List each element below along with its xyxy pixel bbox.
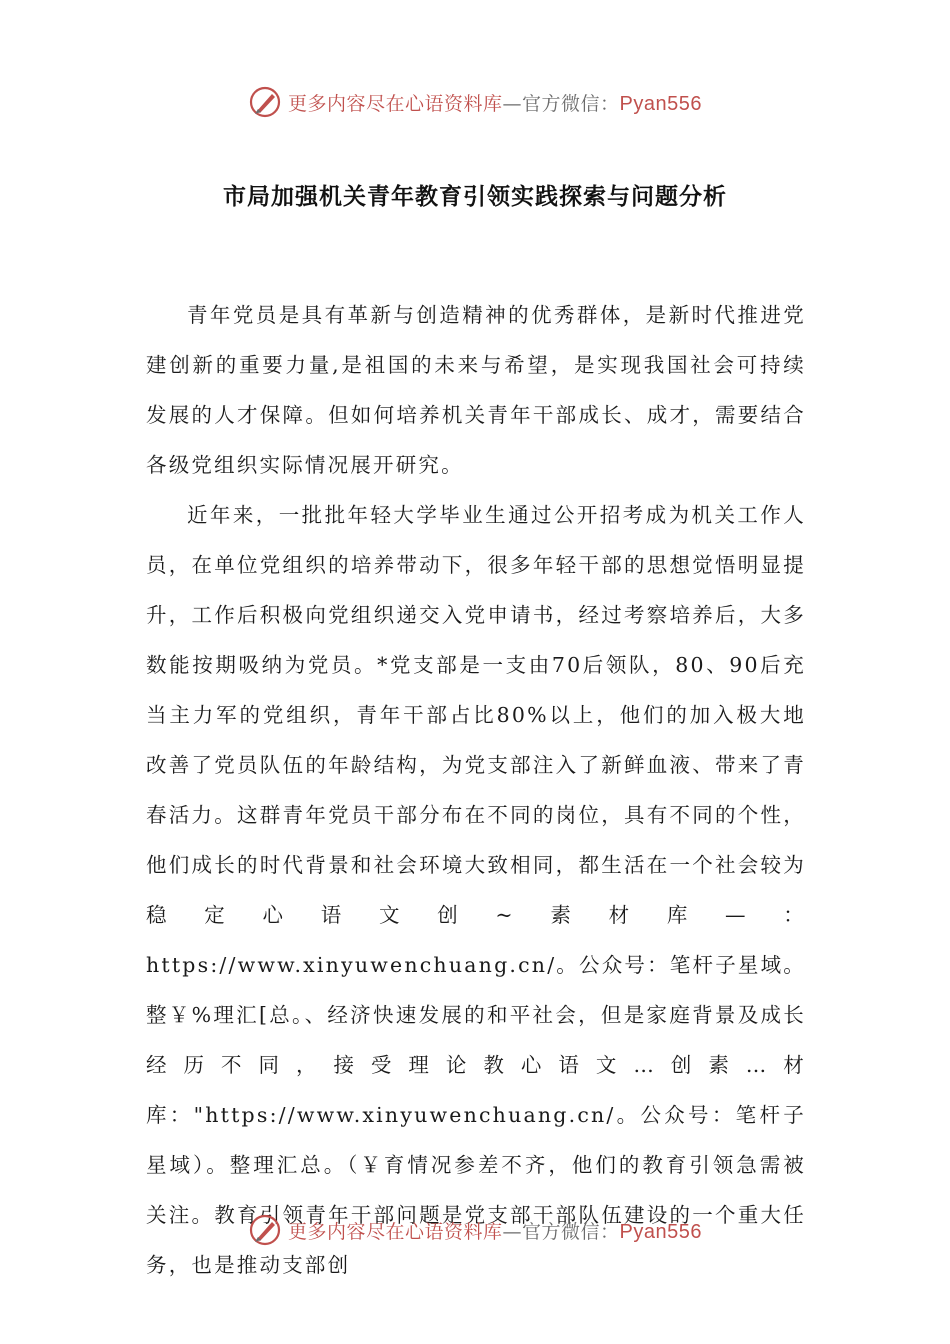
pen-logo-icon: [248, 1213, 282, 1247]
watermark-text: 更多内容尽在心语资料库—官方微信：Pyan556: [288, 92, 702, 115]
watermark-text: 更多内容尽在心语资料库—官方微信：Pyan556: [288, 1220, 702, 1243]
document-body: [146, 290, 806, 1290]
watermark-banner-bottom: [0, 1210, 950, 1250]
pen-logo-icon: [248, 85, 282, 119]
watermark-banner-top: [0, 82, 950, 122]
paragraph: 青年党员是具有革新与创造精神的优秀群体，是新时代推进党建创新的重要力量,是祖国的未来与希望，是实现我国社会可持续发展的人才保障。但如何培养机关青年干部成长、成才，需要结合各级党组织实际情况展开研究。: [146, 303, 806, 477]
document-title: 市局加强机关青年教育引领实践探索与问题分析: [223, 184, 727, 210]
paragraph: 近年来，一批批年轻大学毕业生通过公开招考成为机关工作人员，在单位党组织的培养带动下，很多年轻干部的思想觉悟明显提升，工作后积极向党组织递交入党申请书，经过考察培养后，大多数能按期吸纳为党员。*党支部是一支由70后领队，80、90后充当主力军的党组织，青年干部占比80%以上，他们的加入极大地改善了党员队伍的年龄结构，为党支部注入了新鲜血液、带来了青春活力。这群青年党员干部分布在不同的岗位，具有不同的个性，他们成长的时代背景和社会环境大致相同，都生活在一个社会较为稳定心语文创~素材库—：https://www.xinyuwenchuang.cn/。公众号：笔杆子星域。整￥%理汇[总。、经济快速发展的和平社会，但是家庭背景及成长经历不同，接受理论教心语文…创素…材库："https://www.xinyuwenchuang.cn/。公众号：笔杆子星域）。整理汇总。（￥育情况参差不齐，他们的教育引领急需被关注。教育引领青年干部问题是党支部干部队伍建设的一个重大任务，也是推动支部创: [146, 503, 806, 1277]
